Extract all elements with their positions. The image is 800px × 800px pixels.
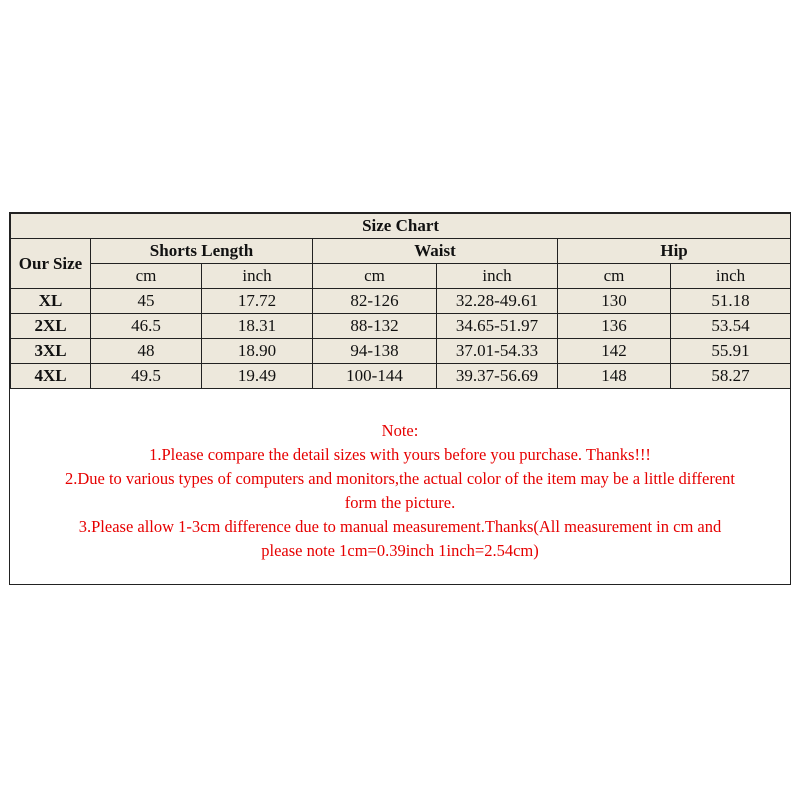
table-cell: 37.01-54.33 (437, 339, 558, 364)
table-row (11, 289, 791, 314)
table-cell: 49.5 (91, 364, 202, 389)
table-cell: 130 (558, 289, 671, 314)
table-row (11, 339, 791, 364)
table-cell: 32.28-49.61 (437, 289, 558, 314)
note-line: form the picture. (344, 493, 456, 512)
table-cell: 51.18 (671, 289, 791, 314)
table-cell: 100-144 (313, 364, 437, 389)
table-cell: 53.54 (671, 314, 791, 339)
unit-cell: inch (437, 264, 558, 289)
table-cell: 82-126 (313, 289, 437, 314)
table-cell: 88-132 (313, 314, 437, 339)
table-cell: 94-138 (313, 339, 437, 364)
our-size-header: Our Size (11, 239, 91, 289)
table-cell: 45 (91, 289, 202, 314)
note-line: 1.Please compare the detail sizes with yours before you purchase. Thanks!!! (149, 445, 651, 464)
table-cell: 48 (91, 339, 202, 364)
note-heading: Note: (381, 421, 419, 440)
unit-cell: cm (313, 264, 437, 289)
table-cell: 148 (558, 364, 671, 389)
table-cell: 18.31 (202, 314, 313, 339)
unit-cell: cm (91, 264, 202, 289)
size-chart-panel (9, 212, 791, 585)
size-chart-table (10, 213, 791, 389)
table-cell: 55.91 (671, 339, 791, 364)
unit-cell: cm (558, 264, 671, 289)
table-cell: 136 (558, 314, 671, 339)
shorts-length-header: Shorts Length (91, 239, 313, 264)
size-label: 2XL (11, 314, 91, 339)
waist-header: Waist (313, 239, 558, 264)
table-cell: 39.37-56.69 (437, 364, 558, 389)
size-label: 3XL (11, 339, 91, 364)
size-label: 4XL (11, 364, 91, 389)
table-title: Size Chart (11, 214, 791, 239)
table-cell: 142 (558, 339, 671, 364)
table-cell: 19.49 (202, 364, 313, 389)
table-cell: 58.27 (671, 364, 791, 389)
unit-cell: inch (671, 264, 791, 289)
hip-header: Hip (558, 239, 791, 264)
table-cell: 17.72 (202, 289, 313, 314)
unit-row (11, 264, 791, 289)
table-row (11, 364, 791, 389)
note-line: 2.Due to various types of computers and monitors,the actual color of the item may be a little different (64, 469, 736, 488)
notes-section (10, 419, 790, 563)
table-cell: 18.90 (202, 339, 313, 364)
table-cell: 46.5 (91, 314, 202, 339)
unit-cell: inch (202, 264, 313, 289)
note-line: 3.Please allow 1-3cm difference due to manual measurement.Thanks(All measurement in cm and (78, 517, 722, 536)
table-row (11, 314, 791, 339)
note-line: please note 1cm=0.39inch 1inch=2.54cm) (261, 541, 539, 560)
size-label: XL (11, 289, 91, 314)
table-cell: 34.65-51.97 (437, 314, 558, 339)
